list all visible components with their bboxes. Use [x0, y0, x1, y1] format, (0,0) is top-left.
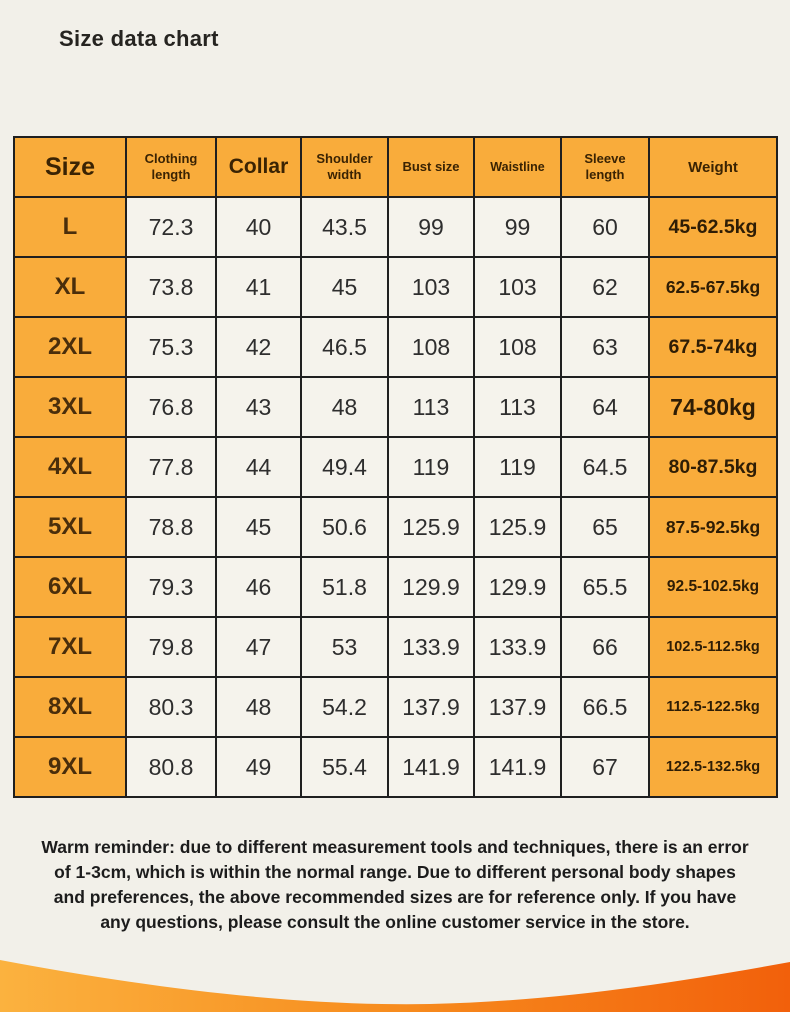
bust-size-cell: 108 — [388, 317, 474, 377]
sleeve-length-cell: 63 — [561, 317, 649, 377]
sleeve-length-cell: 62 — [561, 257, 649, 317]
header-sleeve-length-label: Sleeve length — [584, 150, 626, 182]
table-row — [14, 677, 777, 737]
shoulder-width-cell: 43.5 — [301, 197, 388, 257]
clothing-length-cell: 72.3 — [126, 197, 216, 257]
sleeve-length-cell: 60 — [561, 197, 649, 257]
shoulder-width-cell: 49.4 — [301, 437, 388, 497]
collar-cell: 40 — [216, 197, 301, 257]
size-cell: 2XL — [14, 317, 126, 377]
bust-size-cell: 103 — [388, 257, 474, 317]
shoulder-width-cell: 51.8 — [301, 557, 388, 617]
size-cell: 8XL — [14, 677, 126, 737]
collar-cell: 49 — [216, 737, 301, 797]
waistline-cell: 99 — [474, 197, 561, 257]
header-shoulder-width-label: Shoulder width — [316, 150, 373, 182]
shoulder-width-cell: 46.5 — [301, 317, 388, 377]
bust-size-cell: 137.9 — [388, 677, 474, 737]
clothing-length-cell: 80.8 — [126, 737, 216, 797]
collar-cell: 45 — [216, 497, 301, 557]
waistline-cell: 133.9 — [474, 617, 561, 677]
header-sleeve-length — [561, 137, 649, 197]
header-weight: Weight — [649, 137, 777, 197]
bust-size-cell: 119 — [388, 437, 474, 497]
collar-cell: 44 — [216, 437, 301, 497]
warm-reminder-text: Warm reminder: due to different measurement tools and techniques, there is an error of 1-3cm, which is within the normal range. Due to different personal body shapes and preferences, the above recommended sizes are for reference only. If you have any questions, please consult the online customer service in the store. — [41, 836, 749, 932]
bust-size-cell: 99 — [388, 197, 474, 257]
waistline-cell: 119 — [474, 437, 561, 497]
collar-cell: 48 — [216, 677, 301, 737]
clothing-length-cell: 78.8 — [126, 497, 216, 557]
weight-cell: 112.5-122.5kg — [649, 677, 777, 737]
size-cell: 9XL — [14, 737, 126, 797]
sleeve-length-cell: 64.5 — [561, 437, 649, 497]
sleeve-length-cell: 67 — [561, 737, 649, 797]
collar-cell: 47 — [216, 617, 301, 677]
sleeve-length-cell: 66 — [561, 617, 649, 677]
shoulder-width-cell: 48 — [301, 377, 388, 437]
waistline-cell: 141.9 — [474, 737, 561, 797]
weight-cell: 87.5-92.5kg — [649, 497, 777, 557]
header-size: Size — [14, 137, 126, 197]
bust-size-cell: 133.9 — [388, 617, 474, 677]
shoulder-width-cell: 50.6 — [301, 497, 388, 557]
size-cell: L — [14, 197, 126, 257]
header-collar: Collar — [216, 137, 301, 197]
table-row — [14, 377, 777, 437]
bust-size-cell: 113 — [388, 377, 474, 437]
bust-size-cell: 125.9 — [388, 497, 474, 557]
table-row — [14, 617, 777, 677]
table-row — [14, 257, 777, 317]
waistline-cell: 125.9 — [474, 497, 561, 557]
sleeve-length-cell: 66.5 — [561, 677, 649, 737]
shoulder-width-cell: 53 — [301, 617, 388, 677]
shoulder-width-cell: 54.2 — [301, 677, 388, 737]
table-row — [14, 497, 777, 557]
weight-cell: 102.5-112.5kg — [649, 617, 777, 677]
size-cell: 4XL — [14, 437, 126, 497]
clothing-length-cell: 76.8 — [126, 377, 216, 437]
waistline-cell: 137.9 — [474, 677, 561, 737]
collar-cell: 43 — [216, 377, 301, 437]
clothing-length-cell: 79.3 — [126, 557, 216, 617]
table-row — [14, 557, 777, 617]
header-shoulder-width — [301, 137, 388, 197]
size-data-table — [13, 136, 778, 798]
table-row — [14, 317, 777, 377]
table-row — [14, 197, 777, 257]
size-cell: 7XL — [14, 617, 126, 677]
weight-cell: 74-80kg — [649, 377, 777, 437]
table-row — [14, 437, 777, 497]
collar-cell: 46 — [216, 557, 301, 617]
size-cell: 3XL — [14, 377, 126, 437]
weight-cell: 80-87.5kg — [649, 437, 777, 497]
clothing-length-cell: 79.8 — [126, 617, 216, 677]
weight-cell: 67.5-74kg — [649, 317, 777, 377]
clothing-length-cell: 73.8 — [126, 257, 216, 317]
size-cell: 5XL — [14, 497, 126, 557]
page-title: Size data chart — [59, 26, 219, 51]
waistline-cell: 103 — [474, 257, 561, 317]
clothing-length-cell: 80.3 — [126, 677, 216, 737]
collar-cell: 42 — [216, 317, 301, 377]
header-clothing-length-label: Clothing length — [144, 150, 198, 182]
weight-cell: 62.5-67.5kg — [649, 257, 777, 317]
collar-cell: 41 — [216, 257, 301, 317]
header-clothing-length — [126, 137, 216, 197]
shoulder-width-cell: 55.4 — [301, 737, 388, 797]
waistline-cell: 129.9 — [474, 557, 561, 617]
size-cell: XL — [14, 257, 126, 317]
table-row — [14, 737, 777, 797]
header-bust-size — [388, 137, 474, 197]
shoulder-width-cell: 45 — [301, 257, 388, 317]
clothing-length-cell: 75.3 — [126, 317, 216, 377]
waistline-cell: 108 — [474, 317, 561, 377]
bust-size-cell: 129.9 — [388, 557, 474, 617]
header-bust-size-label: Bust size — [402, 158, 460, 174]
size-cell: 6XL — [14, 557, 126, 617]
bottom-wave-decoration — [0, 948, 790, 1012]
bust-size-cell: 141.9 — [388, 737, 474, 797]
weight-cell: 122.5-132.5kg — [649, 737, 777, 797]
waistline-cell: 113 — [474, 377, 561, 437]
clothing-length-cell: 77.8 — [126, 437, 216, 497]
header-waistline: Waistline — [474, 137, 561, 197]
weight-cell: 45-62.5kg — [649, 197, 777, 257]
weight-cell: 92.5-102.5kg — [649, 557, 777, 617]
sleeve-length-cell: 65.5 — [561, 557, 649, 617]
sleeve-length-cell: 65 — [561, 497, 649, 557]
header-row — [14, 137, 777, 197]
sleeve-length-cell: 64 — [561, 377, 649, 437]
